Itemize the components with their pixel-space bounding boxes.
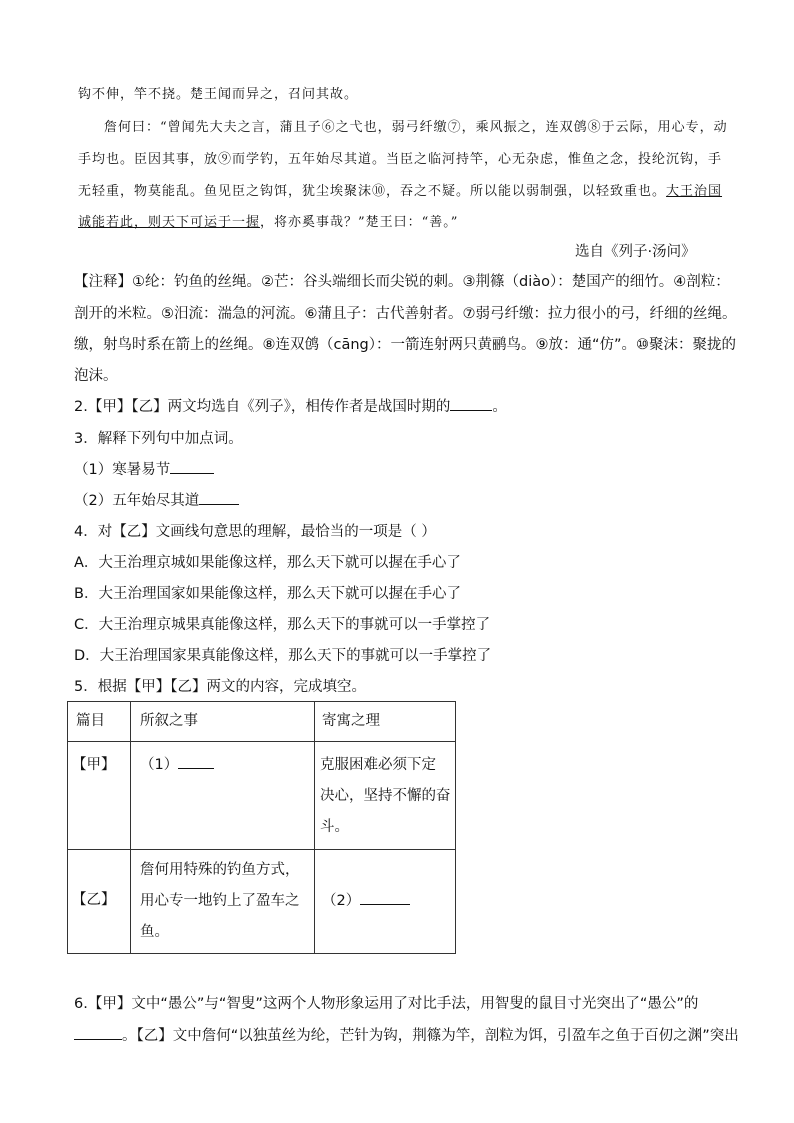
row-yi-event-1: 詹何用特殊的钓鱼方式， (140, 862, 300, 878)
row-jia-lesson-2: 决心，坚持不懈的奋 (320, 788, 451, 804)
passage-line-5 (78, 211, 458, 230)
passage-source: 选自《列子·汤问》 (575, 244, 696, 260)
answer-blank[interactable] (178, 756, 214, 769)
row-yi-label: 【乙】 (72, 892, 116, 908)
underlined-sentence: 诚能若此，则天下可运于一握 (78, 215, 261, 230)
row-jia-lesson-1: 克服困难必须下定 (320, 757, 436, 773)
notes-line-4: 泡沫。 (74, 368, 118, 384)
question-text: 。【乙】文中詹何“以独茧丝为纶，芒针为钩，荆篠为竿，剖粒为饵，引盈车之鱼于百仞之渊”突出 (122, 1028, 739, 1044)
answer-blank[interactable] (199, 492, 239, 505)
option-b: B．大王治理国家如果能像这样，那么天下就可以握在手心了 (74, 586, 461, 602)
question-text: 2.【甲】【乙】两文均选自《列子》，相传作者是战国时期的 (74, 399, 451, 415)
answer-blank[interactable] (450, 398, 492, 411)
cell-text: （1） (140, 757, 179, 773)
passage-text: ，将亦奚事哉？”楚王曰：“善。” (260, 215, 459, 230)
question-text: 。 (492, 399, 507, 415)
row-yi-event-2: 用心专一地钓上了盈车之 (140, 893, 300, 909)
question-text: （2）五年始尽其道 (74, 493, 200, 509)
row-jia-label: 【甲】 (72, 757, 116, 773)
passage-line-2: 詹何曰：“曾闻先大夫之言，蒲且子⑥之弋也，弱弓纤缴⑦，乘风振之，连双鸧⑧于云际，用心专，动 (104, 120, 728, 135)
question-6-line-2 (74, 1024, 739, 1045)
question-6-line-1: 6.【甲】文中“愚公”与“智叟”这两个人物形象运用了对比手法，用智叟的鼠目寸光突出了“愚公”的 (74, 996, 699, 1012)
notes-line-1: 【注释】①纶：钓鱼的丝绳。②芒：谷头端细长而尖锐的刺。③荆篠（diào）：楚国产的细竹。④剖粒： (74, 274, 730, 290)
question-5: 5．根据【甲】【乙】两文的内容，完成填空。 (74, 679, 366, 695)
underlined-sentence: 大王治国 (666, 184, 723, 199)
answer-blank[interactable] (360, 892, 410, 905)
passage-line-4 (78, 180, 722, 199)
header-suoxu: 所叙之事 (140, 713, 198, 729)
header-pianmu: 篇目 (76, 713, 105, 729)
passage-line-1: 钩不伸，竿不挠。楚王闻而异之，召问其故。 (78, 87, 359, 102)
row-yi-event-3: 鱼。 (140, 924, 169, 940)
passage-line-3: 手均也。臣因其事，放⑨而学钓，五年始尽其道。当臣之临河持竿，心无杂虑，惟鱼之念，投纶沉钩，手 (78, 152, 723, 167)
header-jiyu: 寄寓之理 (322, 713, 380, 729)
option-c: C．大王治理京城果真能像这样，那么天下的事就可以一手掌控了 (74, 617, 491, 633)
question-text: （1）寒暑易节 (74, 462, 171, 478)
answer-blank[interactable] (74, 1027, 122, 1040)
option-a: A．大王治理京城如果能像这样，那么天下就可以握在手心了 (74, 555, 461, 571)
answer-blank[interactable] (170, 461, 214, 474)
question-3-1 (74, 458, 214, 479)
cell-text: （2） (322, 893, 361, 909)
notes-line-2: 剖开的米粒。⑤汨流：湍急的河流。⑥蒲且子：古代善射者。⑦弱弓纤缴：拉力很小的弓，纤细的丝绳。 (74, 306, 737, 322)
option-d: D．大王治理国家果真能像这样，那么天下的事就可以一手掌控了 (74, 648, 492, 664)
question-4: 4．对【乙】文画线句意思的理解，最恰当的一项是（ ） (74, 524, 436, 540)
row-jia-event (140, 750, 214, 781)
question-3-2 (74, 489, 239, 510)
question-3: 3．解释下列句中加点词。 (74, 431, 243, 447)
row-yi-lesson (322, 886, 410, 917)
notes-line-3: 缴，射鸟时系在箭上的丝绳。⑧连双鸧（cāng）：一箭连射两只黄鹂鸟。⑨放：通“仿”。⑩聚沫：聚拢的 (74, 337, 737, 353)
row-jia-lesson-3: 斗。 (320, 819, 349, 835)
question-2 (74, 395, 507, 416)
passage-text: 无轻重，物莫能乱。鱼见臣之钩饵，犹尘埃聚沫⑩，吞之不疑。所以能以弱制强，以轻致重也。 (78, 184, 667, 199)
